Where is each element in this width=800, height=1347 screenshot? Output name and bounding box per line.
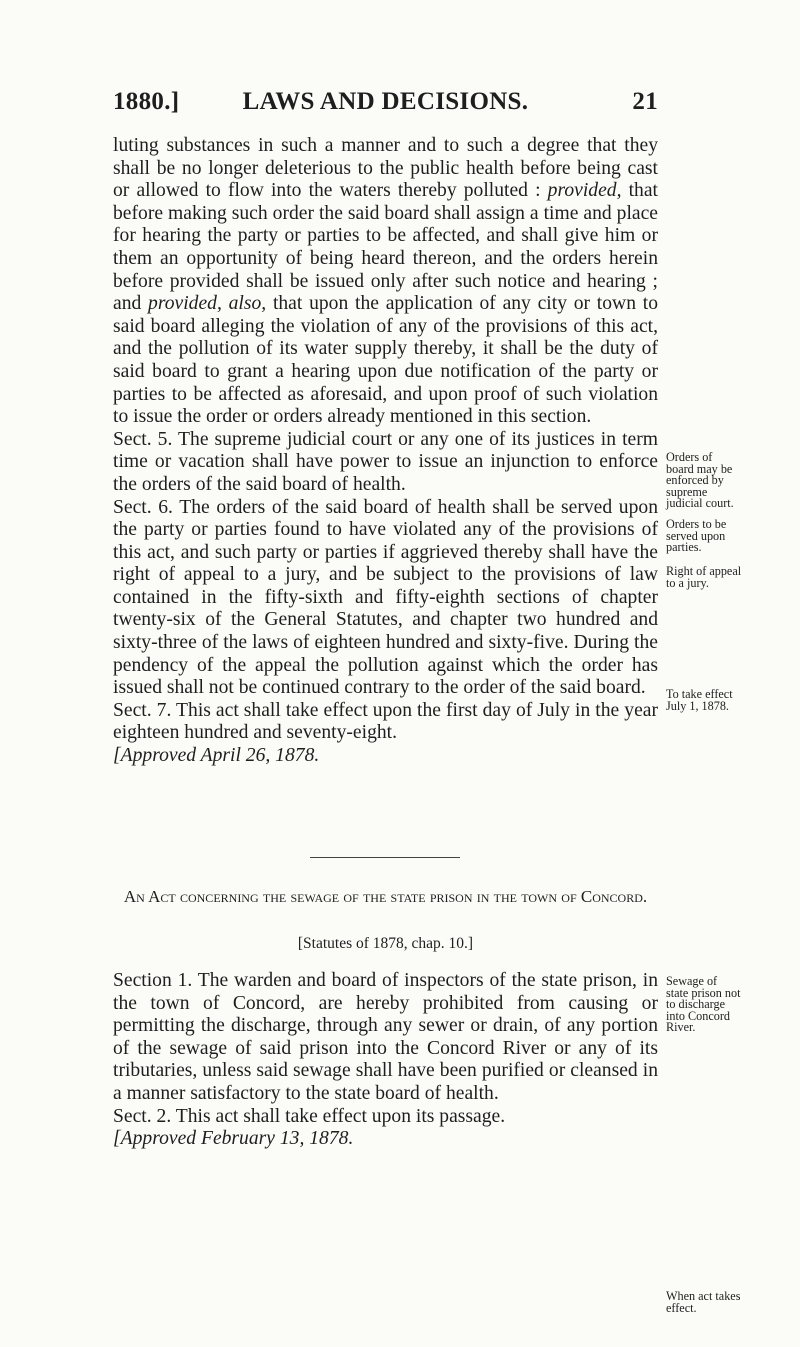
approval-date: [Approved April 26, 1878. — [113, 745, 320, 767]
second-act-section-2: Sect. 2. This act shall take effect upon its passage. [Approved February 13, 1878. — [113, 1105, 506, 1150]
header-year: 1880.] — [113, 88, 180, 115]
page-number: 21 — [632, 88, 658, 115]
section-6: Sect. 6. The orders of the said board of health shall be served upon the party or parties found to have violated any of the provisions of this act, and such party or parties if aggrieved thereby shall have the right of appeal to a jury, and be subject to the provisions of law contained in the fifty-sixth and fifty-eighth sections of chapter twenty-six of the General Statutes, and chapter two hundred and sixty-three of the laws of eighteen hundred and sixty-five. During the pendency of the appeal the pollution against which the order has issued shall not be continued contrary to the order of the said board. — [113, 496, 658, 699]
second-act-text — [113, 970, 658, 1151]
second-act-title: An Act concerning the sewage of the state prison in the town of Concord. — [123, 887, 648, 906]
first-act-text — [113, 135, 658, 768]
second-act-section-1: Section 1. The warden and board of inspectors of the state prison, in the town of Concord, are hereby prohibited from causing or permitting the discharge, through any sewer or drain, of any portion of the sewage of said prison into the Concord River or any of its tributaries, unless said sewage shall have been purified or cleansed in a manner satisfactory to the state board of health. — [113, 970, 658, 1104]
margin-note-appeal: Right of appeal to a jury. — [666, 564, 742, 590]
header-title: LAWS AND DECISIONS. — [242, 88, 529, 115]
section-5: Sect. 5. The supreme judicial court or any one of its justices in term time or vacation shall have power to issue an injunction to enforce the orders of the said board of health. — [113, 428, 658, 495]
margin-note-enforcement: Orders of board may be enforced by supreme judicial court. — [666, 450, 734, 510]
second-approval-date: [Approved February 13, 1878. — [113, 1128, 354, 1150]
margin-note-service: Orders to be served upon parties. — [666, 517, 727, 554]
section-divider — [310, 857, 460, 858]
margin-note-sewage: Sewage of state prison not to discharge into Concord River. — [666, 974, 741, 1034]
section-7: Sect. 7. This act shall take effect upon the first day of July in the year eighteen hundred and seventy-eight. [Approved April 26, 1878. — [113, 699, 658, 767]
margin-note-effective: To take effect July 1, 1878. — [666, 687, 733, 713]
running-header — [113, 88, 658, 122]
margin-note-when-effective: When act takes effect. — [666, 1289, 741, 1315]
second-act-source: [Statutes of 1878, chap. 10.] — [297, 935, 474, 952]
paragraph-continuation: luting substances in such a manner and to such a degree that they shall be no longer deleterious to the public health before being cast or allowed to flow into the waters thereby polluted : provided, that before making such order the said board shall assign a time and place for hearing the party or parties to be affected, and shall give him or them an opportunity of being heard thereon, and the orders herein before provided shall be issued only after such notice and hearing ; and provided, also, that upon the application of any city or town to said board alleging the violation of any of the provisions of this act, and the pollution of its water supply thereby, it shall be the duty of said board to grant a hearing upon due notification of the party or parties to be affected as aforesaid, and upon proof of such violation to issue the order or orders already mentioned in this section. — [113, 135, 658, 428]
